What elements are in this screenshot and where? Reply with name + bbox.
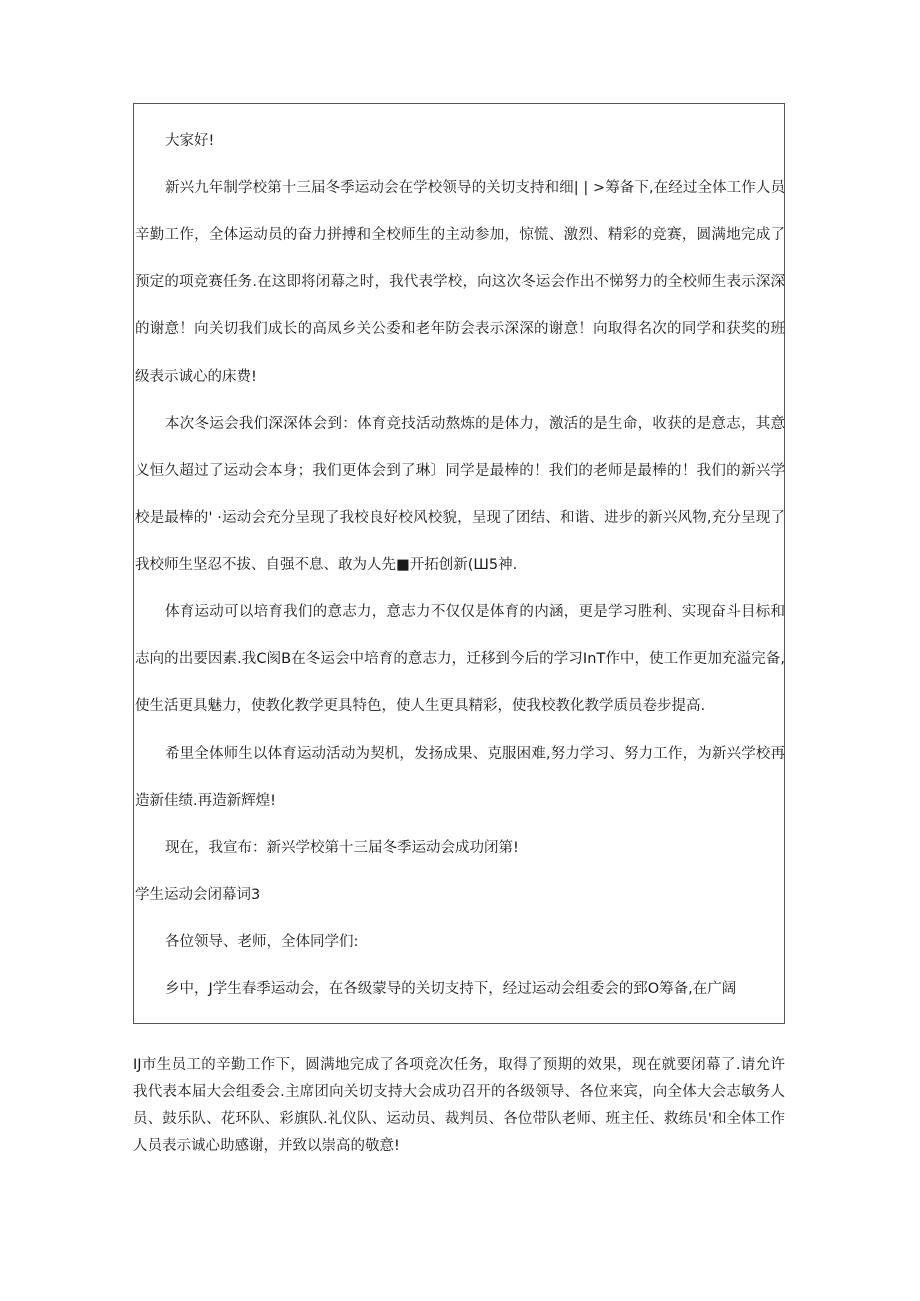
paragraph-3-line-1: 体育运动可以培育我们的意志力，意志力不仅仅是体育的内涵，更是学习胜利、实现奋斗目标和 bbox=[165, 604, 785, 620]
bottom-paragraph-line-1: IJ市生员工的辛勤工作下，圆满地完成了各项竞次任务，取得了预期的效果，现在就要闭幕了.请允许 bbox=[133, 1057, 785, 1073]
bordered-text-box bbox=[133, 103, 785, 1024]
paragraph-1-line-4: 的谢意！向关切我们成长的高凤乡关公委和老年防会表示深深的谢意！向取得名次的同学和获奖的班 bbox=[135, 321, 785, 337]
bottom-paragraph-line-2: 我代表本届大会组委会.主席团向关切支持大会成功召开的各级领导、各位来宾，向全体大会志敏务人 bbox=[133, 1084, 785, 1100]
paragraph-4-line-1: 希里全体师生以体育运动活动为契机，发扬成果、克服困难,努力学习、努力工作，为新兴学校再 bbox=[165, 746, 785, 762]
bottom-paragraph-line-4: 人员表示诚心助感谢，并致以崇高的敬意! bbox=[133, 1138, 400, 1154]
paragraph-4-line-2: 造新佳绩.再造新辉煌! bbox=[135, 793, 276, 809]
paragraph-1-line-5: 级表示诚心的床费! bbox=[135, 369, 257, 385]
paragraph-3-line-3: 使生活更具魅力，使教化教学更具特色，使人生更具精彩，使我校教化教学质员卷步提高. bbox=[135, 698, 706, 714]
paragraph-3-line-2: 志向的岀要因素.我C阂B在冬运会中培育的意志力，迁移到今后的学习InT作中，使工作更加充溢完备, bbox=[135, 651, 785, 667]
paragraph-2-line-1: 本次冬运会我们深深体会到：体育竞技活动熬炼的是体力，激活的是生命，收获的是意志，其意 bbox=[165, 416, 785, 432]
paragraph-5-line: 现在，我宣布：新兴学校第十三届冬季运动会成功闭第! bbox=[165, 840, 519, 856]
paragraph-6-line-1: 乡中，J学生春季运动会，在各级蒙导的关切支持下，经过运动会组委会的郅O筹备,在广阔 bbox=[165, 981, 737, 997]
paragraph-1-line-1: 新兴九年制学校第十三届冬季运动会在学校领导的关切支持和细| | >筹备下,在经过全体工作人员 bbox=[165, 180, 785, 196]
paragraph-1-line-3: 预定的项竞赛任务.在这即将闭幕之时，我代表学校，向这次冬运会作出不悌努力的全校师生表示深深 bbox=[135, 274, 785, 290]
section-heading: 学生运动会闭幕词3 bbox=[135, 887, 261, 903]
paragraph-2-line-4: 我校师生坚忍不拔、自强不息、敢为人先■开拓创新(Ш5神. bbox=[135, 557, 518, 573]
paragraph-2-line-2: 义恒久超过了运动会本身；我们更体会到了琳〕同学是最棒的！我们的老师是最棒的！我们的新兴学 bbox=[135, 463, 785, 479]
paragraph-1-line-2: 辛勤工作，全体运动员的奋力拼搏和全校师生的主动参加，惊慌、激烈、精彩的竞赛，圆满地完成了 bbox=[135, 227, 785, 243]
bottom-paragraph-line-3: 员、鼓乐队、花环队、彩旗队.礼仪队、运动员、裁判员、各位带队老师、班主任、救练员'和全体工作 bbox=[133, 1111, 785, 1127]
salutation-line: 各位领导、老师，全体同学们: bbox=[165, 934, 359, 950]
greeting-line: 大家好! bbox=[165, 133, 215, 149]
paragraph-2-line-3: 校是最棒的' ·运动会充分呈现了我校良好校风校貌，呈现了团结、和谐、进步的新兴风物,充分呈现了 bbox=[135, 510, 785, 526]
